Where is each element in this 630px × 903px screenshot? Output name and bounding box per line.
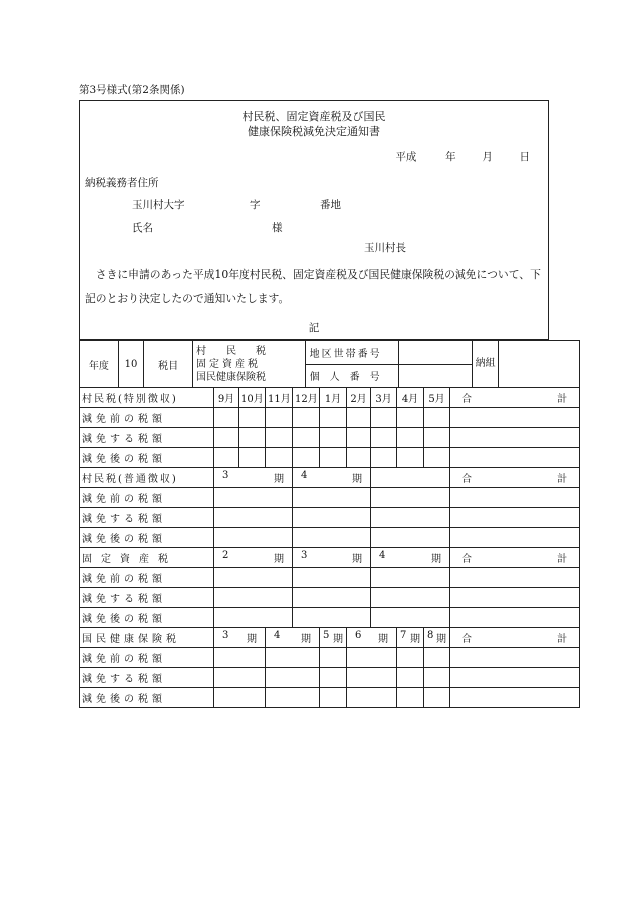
ki-heading: 記	[308, 322, 320, 334]
month-cell: 2月	[347, 388, 371, 408]
table-row	[80, 488, 580, 508]
table-row	[80, 428, 580, 448]
name-honorific: 様	[272, 222, 283, 234]
total-header: 合 計	[450, 388, 580, 408]
row-label-amount: 減免する税額	[80, 428, 214, 448]
special-collection-label: 村民税(特別徴収)	[80, 388, 214, 408]
total-header: 合 計	[450, 548, 580, 568]
month-cell: 5月	[424, 388, 450, 408]
row-label-amount: 減免する税額	[80, 508, 214, 528]
table-row	[80, 588, 580, 608]
special-collection-header-row	[80, 388, 580, 408]
health-insurance-header-row	[80, 628, 580, 648]
document-title-line2: 健康保険税減免決定通知書	[248, 125, 380, 138]
date-year: 年	[445, 151, 456, 163]
district-number-label: 地区世帯番号	[305, 341, 398, 364]
row-label-before: 減免前の税額	[80, 408, 214, 428]
name-label: 氏名	[132, 222, 153, 234]
nounyu-kumi-label: 納組	[473, 341, 498, 387]
period-cell: 4 期	[371, 548, 450, 568]
notice-body-text: さきに申請のあった平成10年度村民税、固定資産税及び国民健康保険税の減免について、下記のとおり決定したので通知いたします。	[85, 268, 541, 305]
month-cell: 9月	[214, 388, 239, 408]
tax-type-fixed-asset: 固定資産税	[196, 358, 262, 370]
table-row	[80, 568, 580, 588]
row-label-amount: 減免する税額	[80, 588, 214, 608]
table-row	[80, 668, 580, 688]
date-month: 月	[482, 151, 493, 163]
month-cell: 3月	[371, 388, 397, 408]
month-cell: 10月	[239, 388, 266, 408]
individual-number-label: 個 人 番 号	[305, 364, 398, 387]
tax-type-list	[193, 341, 306, 387]
row-label-before: 減免前の税額	[80, 648, 214, 668]
row-label-amount: 減免する税額	[80, 668, 214, 688]
month-cell: 12月	[293, 388, 320, 408]
fixed-asset-header-row	[80, 548, 580, 568]
total-header: 合 計	[450, 628, 580, 648]
address-aza: 字	[250, 199, 261, 211]
tax-reduction-table	[79, 340, 580, 708]
ordinary-collection-header-row	[80, 468, 580, 488]
date-era: 平成	[395, 151, 417, 163]
nendo-label: 年度	[80, 341, 118, 387]
period-cell: 3 期	[214, 468, 293, 488]
period-cell: 3 期	[293, 548, 371, 568]
period-cell: 7 期	[397, 628, 424, 648]
tax-type-village: 村 民 税	[196, 345, 267, 357]
individual-number-field	[399, 364, 473, 387]
row-label-before: 減免前の税額	[80, 488, 214, 508]
nendo-value: 10	[118, 341, 143, 387]
period-cell: 8 期	[424, 628, 450, 648]
row-label-before: 減免前の税額	[80, 568, 214, 588]
period-cell: 5 期	[320, 628, 347, 648]
period-cell: 4 期	[266, 628, 320, 648]
month-cell: 1月	[320, 388, 347, 408]
notice-header-frame	[79, 100, 549, 340]
period-cell: 4 期	[293, 468, 371, 488]
health-insurance-label: 国民健康保険税	[80, 628, 214, 648]
table-row	[80, 608, 580, 628]
ordinary-collection-label: 村民税(普通徴収)	[80, 468, 214, 488]
table-row	[80, 528, 580, 548]
zeimoku-label: 税目	[144, 341, 193, 387]
issuer: 玉川村長	[364, 242, 406, 254]
address-village: 玉川村大字	[132, 199, 185, 211]
nounyu-kumi-field	[498, 341, 579, 387]
period-cell: 2 期	[214, 548, 293, 568]
table-row	[80, 408, 580, 428]
period-cell	[371, 468, 450, 488]
row-label-after: 減免後の税額	[80, 688, 214, 708]
month-cell: 11月	[266, 388, 293, 408]
table-row	[80, 508, 580, 528]
date-line	[395, 149, 530, 164]
period-cell: 3 期	[214, 628, 266, 648]
document-title-line1: 村民税、固定資産税及び国民	[242, 110, 386, 123]
total-header: 合 計	[450, 468, 580, 488]
row-label-after: 減免後の税額	[80, 528, 214, 548]
date-day: 日	[519, 151, 530, 163]
district-number-field	[399, 341, 473, 364]
taxpayer-address-label: 納税義務者住所	[85, 177, 159, 189]
table-row	[80, 648, 580, 668]
form-number: 第3号様式(第2条関係)	[79, 84, 185, 96]
tax-type-health: 国民健康保険税	[196, 371, 267, 383]
period-cell: 6 期	[347, 628, 397, 648]
month-cell: 4月	[397, 388, 424, 408]
fixed-asset-label: 固定資産税	[80, 548, 214, 568]
table-row	[80, 448, 580, 468]
row-label-after: 減免後の税額	[80, 448, 214, 468]
table-row	[80, 688, 580, 708]
row-label-after: 減免後の税額	[80, 608, 214, 628]
address-banchi: 番地	[320, 199, 341, 211]
header-row	[80, 341, 580, 388]
